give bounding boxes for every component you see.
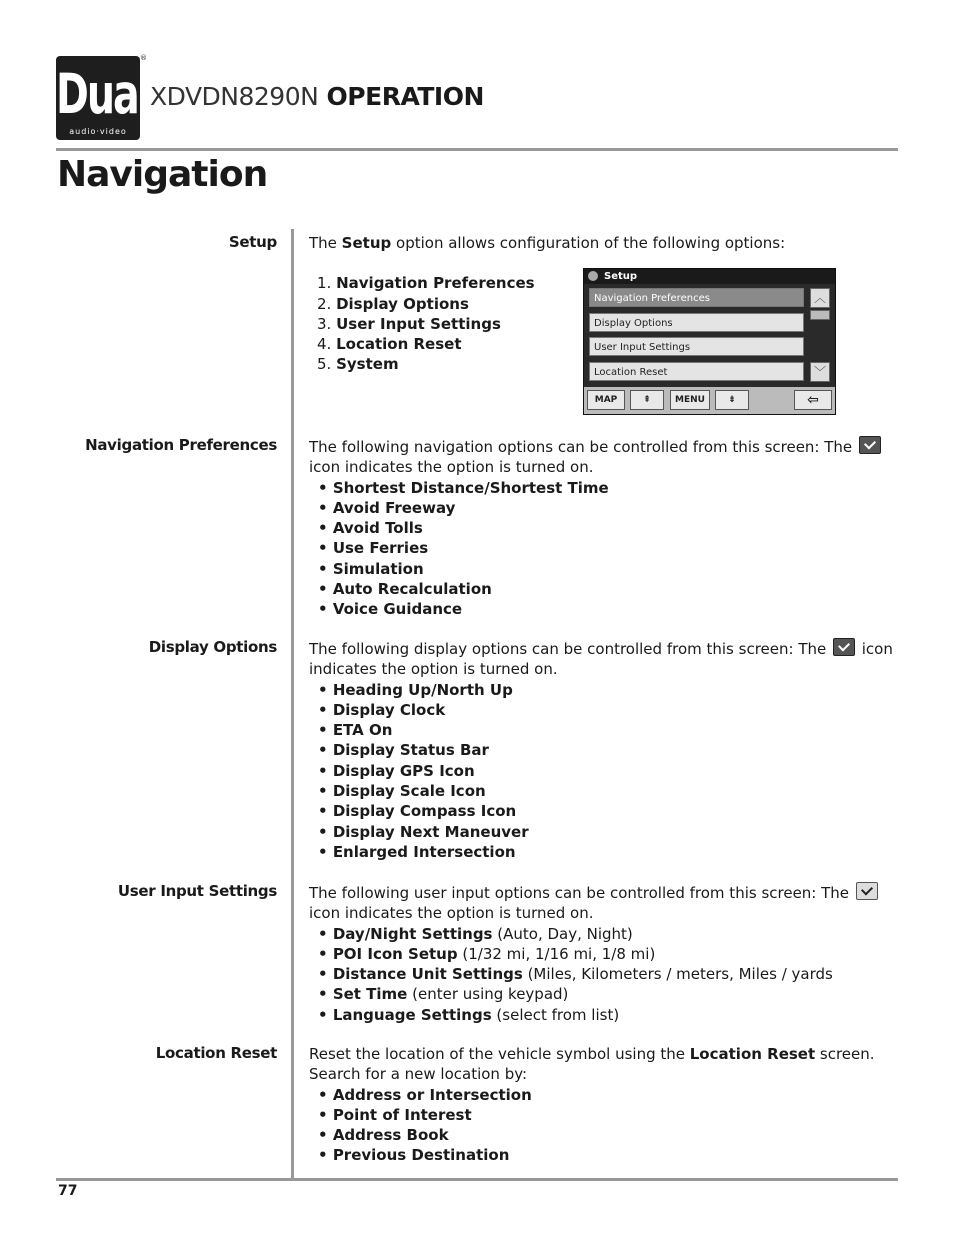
list-item: 4. Location Reset	[317, 335, 462, 354]
page-up-icon: ⇞	[630, 390, 664, 410]
page-down-icon: ⇟	[715, 390, 749, 410]
setup-screen-image	[583, 268, 836, 415]
list-item: • ETA On	[318, 720, 899, 740]
label-display-options: Display Options	[148, 638, 277, 656]
list-item: • Previous Destination	[318, 1145, 899, 1165]
list-item: • Distance Unit Settings (Miles, Kilometers / meters, Miles / yards	[318, 964, 899, 984]
operation-label: OPERATION	[326, 82, 484, 111]
list-item: • Address Book	[318, 1125, 899, 1145]
navprefs-intro: The following navigation options can be controlled from this screen: The icon indicates the option is turned on.	[309, 436, 899, 478]
list-item: • Shortest Distance/Shortest Time	[318, 478, 899, 498]
checkmark-icon	[833, 638, 855, 656]
location-body	[309, 1044, 899, 1166]
list-item: 2. Display Options	[317, 294, 469, 313]
top-rule	[56, 148, 898, 151]
screen-item: User Input Settings	[589, 337, 804, 356]
location-intro: Reset the location of the vehicle symbol using the Location Reset screen. Search for a new location by:	[309, 1045, 875, 1084]
list-item: • Day/Night Settings (Auto, Day, Night)	[318, 924, 899, 944]
list-item: • Set Time (enter using keypad)	[318, 984, 899, 1004]
scroll-up-icon: ︿	[810, 288, 830, 308]
location-list	[309, 1085, 899, 1166]
navprefs-list	[309, 478, 899, 620]
logo-wordmark: Dual	[56, 63, 150, 127]
userinput-list	[309, 924, 899, 1025]
list-item: 1. Navigation Preferences	[317, 274, 535, 293]
display-body	[309, 638, 899, 862]
list-item: • Display Clock	[318, 700, 899, 720]
registered-mark: ®	[140, 54, 147, 62]
scroll-down-icon: ﹀	[810, 362, 830, 382]
list-item: • Auto Recalculation	[318, 579, 899, 599]
model-name: XDVDN8290N	[150, 82, 319, 111]
screen-button-bar	[584, 387, 835, 414]
menu-button: MENU	[670, 390, 710, 410]
page-number: 77	[58, 1183, 78, 1199]
list-item: • Use Ferries	[318, 538, 899, 558]
page-title: Navigation	[57, 154, 268, 195]
screen-item: Display Options	[589, 313, 804, 332]
list-item: • Heading Up/North Up	[318, 680, 899, 700]
gear-icon	[588, 271, 598, 281]
list-item: • Display Compass Icon	[318, 801, 899, 821]
label-location-reset: Location Reset	[155, 1044, 277, 1062]
checkmark-icon	[856, 882, 878, 900]
bottom-rule	[56, 1178, 898, 1181]
column-divider	[291, 229, 294, 1178]
list-item: • Display Scale Icon	[318, 781, 899, 801]
list-item: • Point of Interest	[318, 1105, 899, 1125]
screen-item: Location Reset	[589, 362, 804, 381]
list-item: • Enlarged Intersection	[318, 842, 899, 862]
list-item: • Avoid Freeway	[318, 498, 899, 518]
list-item: 5. System	[317, 355, 399, 374]
userinput-intro: The following user input options can be controlled from this screen: The icon indicates the option is turned on.	[309, 882, 899, 924]
header-title	[150, 82, 484, 111]
setup-intro: The Setup option allows configuration of the following options:	[309, 234, 786, 252]
label-user-input-settings: User Input Settings	[117, 882, 277, 900]
list-item: • Simulation	[318, 559, 899, 579]
display-list	[309, 680, 899, 863]
screen-title-bar: Setup	[584, 269, 835, 284]
list-item: • POI Icon Setup (1/32 mi, 1/16 mi, 1/8 mi)	[318, 944, 899, 964]
list-item: • Address or Intersection	[318, 1085, 899, 1105]
userinput-body	[309, 882, 899, 1025]
map-button: MAP	[587, 390, 625, 410]
list-item: • Voice Guidance	[318, 599, 899, 619]
back-icon: ⇦	[794, 390, 832, 410]
display-intro: The following display options can be controlled from this screen: The icon indicates the option is turned on.	[309, 640, 893, 679]
label-navigation-preferences: Navigation Preferences	[85, 436, 277, 454]
list-item: • Display Status Bar	[318, 740, 899, 760]
checkmark-icon	[859, 436, 881, 454]
list-item: • Language Settings (select from list)	[318, 1005, 899, 1025]
screen-item: Navigation Preferences	[589, 288, 804, 307]
list-item: • Display GPS Icon	[318, 761, 899, 781]
list-item: • Display Next Maneuver	[318, 822, 899, 842]
list-item: • Avoid Tolls	[318, 518, 899, 538]
scroll-thumb	[810, 310, 830, 320]
logo-tagline: audio·video	[69, 127, 127, 136]
navprefs-body	[309, 436, 899, 620]
label-setup: Setup	[228, 233, 277, 251]
dual-logo	[56, 56, 150, 140]
list-item: 3. User Input Settings	[317, 314, 501, 333]
